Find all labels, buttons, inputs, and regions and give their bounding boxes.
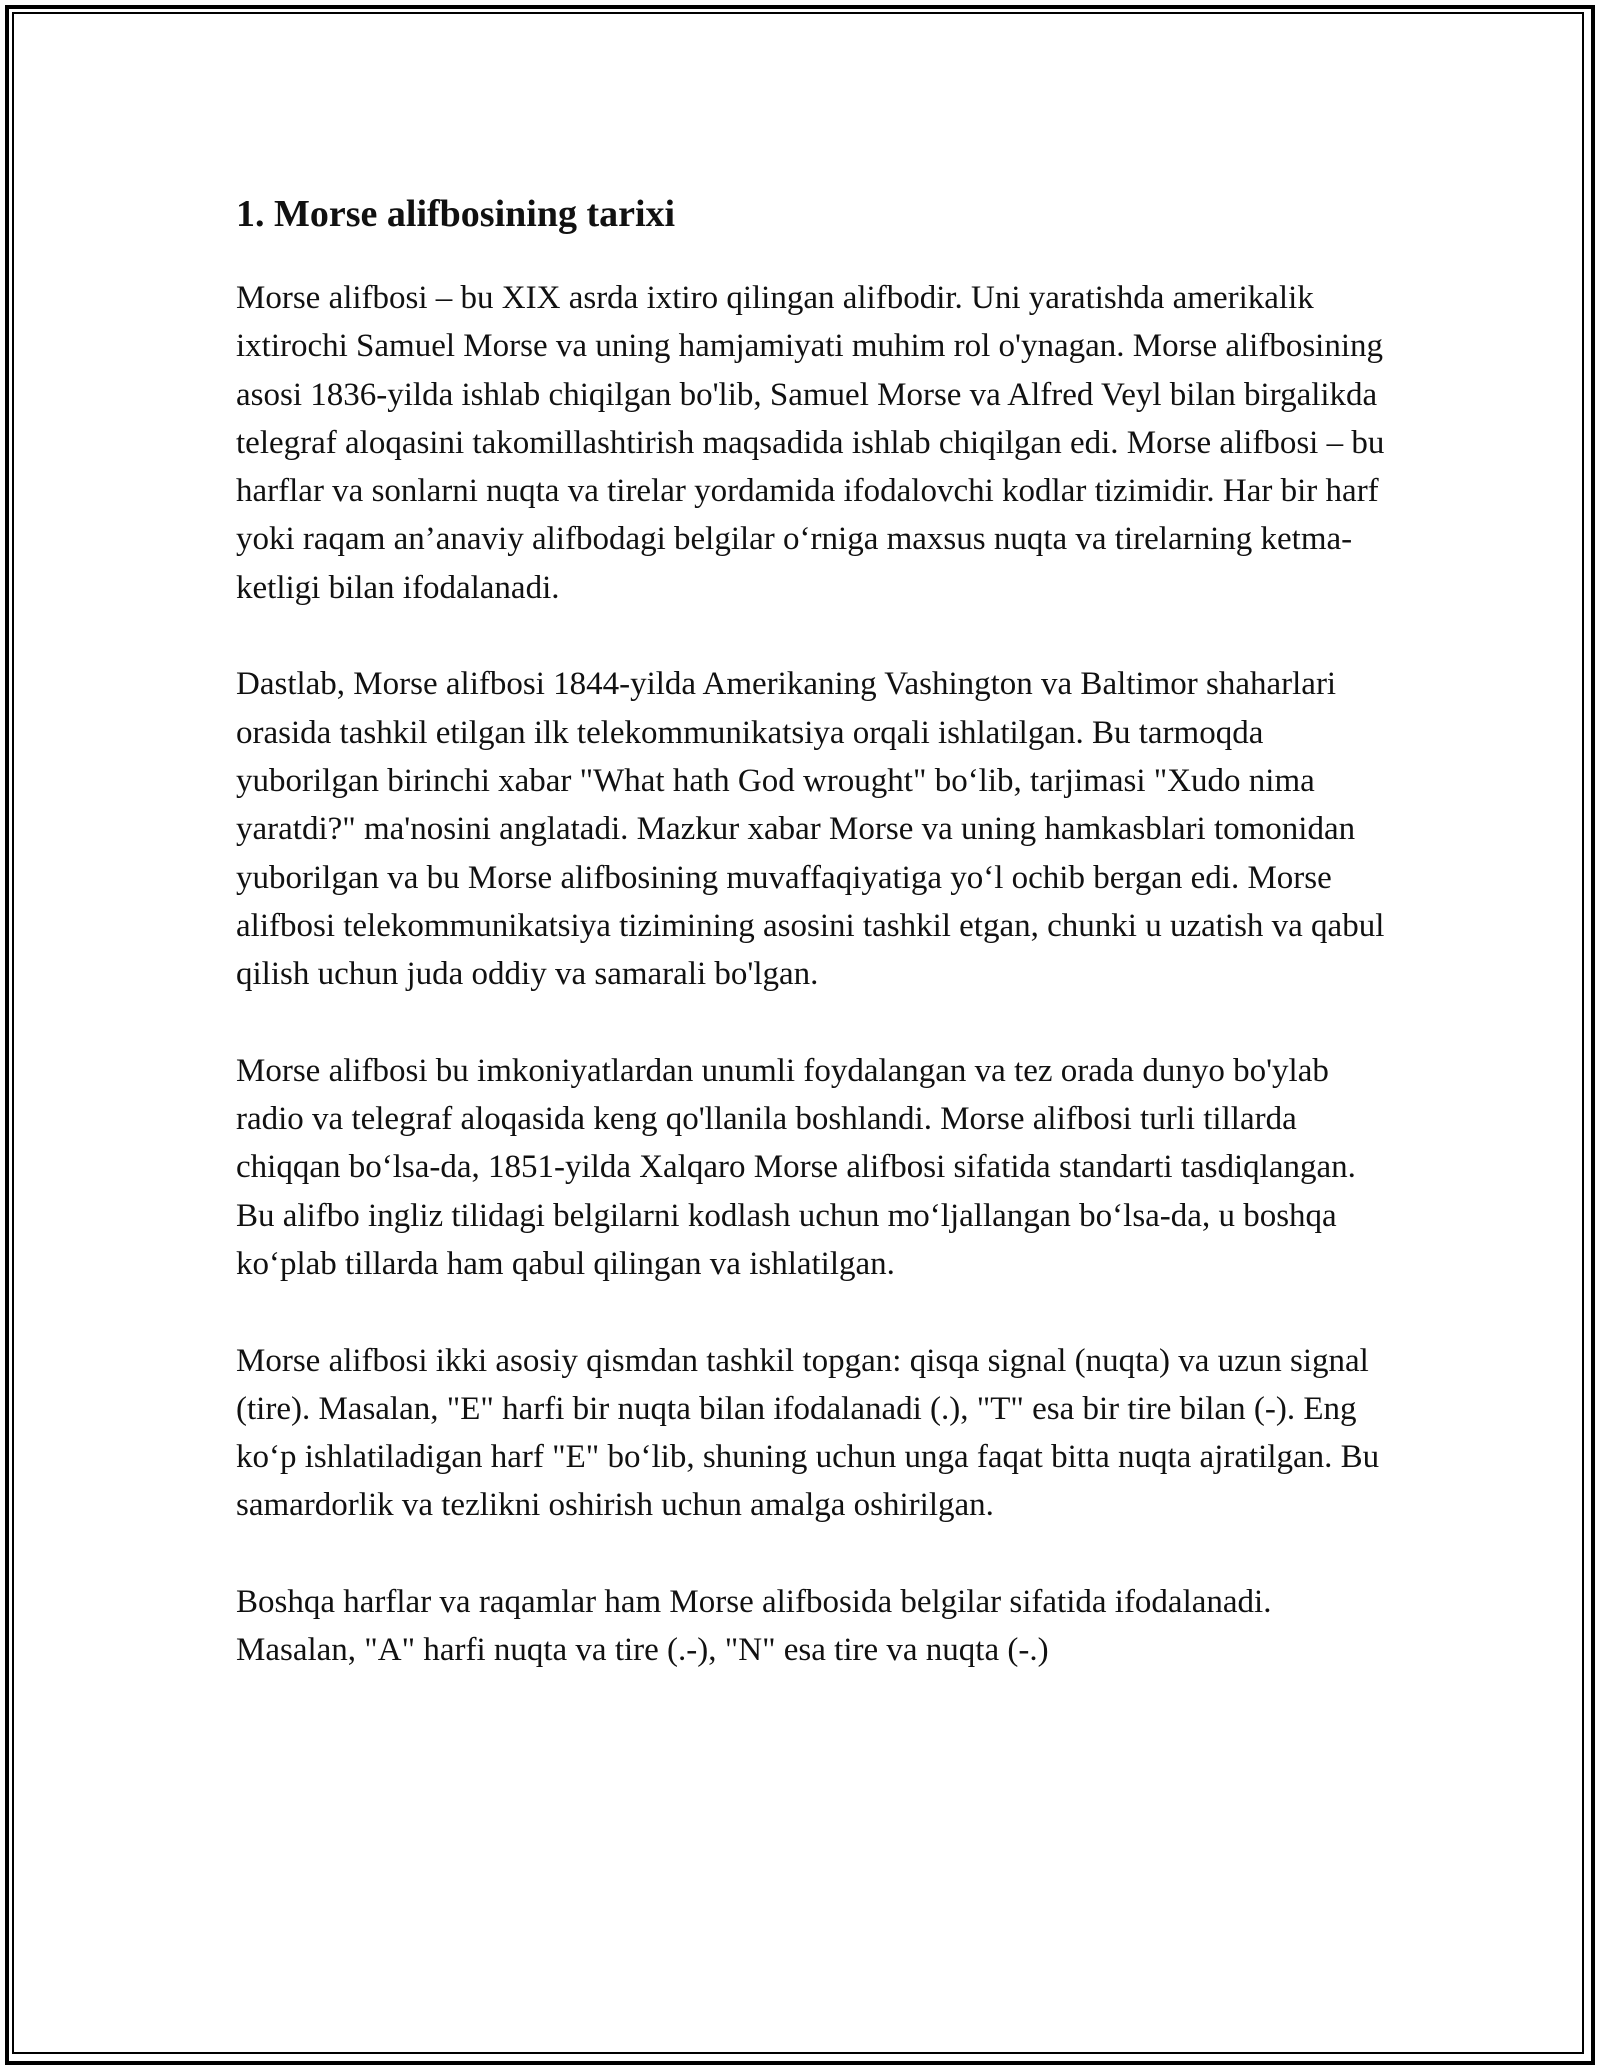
- paragraph-5: Boshqa harflar va raqamlar ham Morse alifbosida belgilar sifatida ifodalanadi. Masalan, "A" harfi nuqta va tire (.-), "N" esa tire va nuqta (-.): [236, 1584, 1272, 1669]
- section-heading: 1. Morse alifbosining tarixi: [236, 193, 676, 235]
- paragraph-1: Morse alifbosi – bu XIX asrda ixtiro qilingan alifbodir. Uni yaratishda amerikalik ixtirochi Samuel Morse va uning hamjamiyati muhim rol o'ynagan. Morse alifbosining asosi 1836-yilda ishlab chiqilgan bo'lib, Samuel Morse va Alfred Veyl bilan birgalikda telegraf aloqasini takomillashtirish maqsadida ishlab chiqilgan edi. Morse alifbosi – bu harflar va sonlarni nuqta va tirelar yordamida ifodalovchi kodlar tizimidir. Har bir harf yoki raqam an’anaviy alifbodagi belgilar o‘rniga maxsus nuqta va tirelarning ketma-ketligi bilan ifodalanadi.: [236, 280, 1385, 606]
- document-body: [236, 188, 1386, 1723]
- paragraph-3: Morse alifbosi bu imkoniyatlardan unumli foydalangan va tez orada dunyo bo'ylab radio va telegraf aloqasida keng qo'llanila boshlandi. Morse alifbosi turli tillarda chiqqan bo‘lsa-da, 1851-yilda Xalqaro Morse alifbosi sifatida standarti tasdiqlangan. Bu alifbo ingliz tilidagi belgilarni kodlash uchun mo‘ljallangan bo‘lsa-da, u boshqa ko‘plab tillarda ham qabul qilingan va ishlatilgan.: [236, 1052, 1356, 1282]
- paragraph-4: Morse alifbosi ikki asosiy qismdan tashkil topgan: qisqa signal (nuqta) va uzun signal (tire). Masalan, "E" harfi bir nuqta bilan ifodalanadi (.), "T" esa bir tire bilan (-). Eng ko‘p ishlatiladigan harf "E" bo‘lib, shuning uchun unga faqat bitta nuqta ajratilgan. Bu samardorlik va tezlikni oshirish uchun amalga oshirilgan.: [236, 1342, 1380, 1524]
- paragraph-2: Dastlab, Morse alifbosi 1844-yilda Amerikaning Vashington va Baltimor shaharlari orasida tashkil etilgan ilk telekommunikatsiya orqali ishlatilgan. Bu tarmoqda yuborilgan birinchi xabar "What hath God wrought" bo‘lib, tarjimasi "Xudo nima yaratdi?" ma'nosini anglatadi. Mazkur xabar Morse va uning hamkasblari tomonidan yuborilgan va bu Morse alifbosining muvaffaqiyatiga yo‘l ochib bergan edi. Morse alifbosi telekommunikatsiya tizimining asosini tashkil etgan, chunki u uzatish va qabul qilish uchun juda oddiy va samarali bo'lgan.: [236, 666, 1385, 993]
